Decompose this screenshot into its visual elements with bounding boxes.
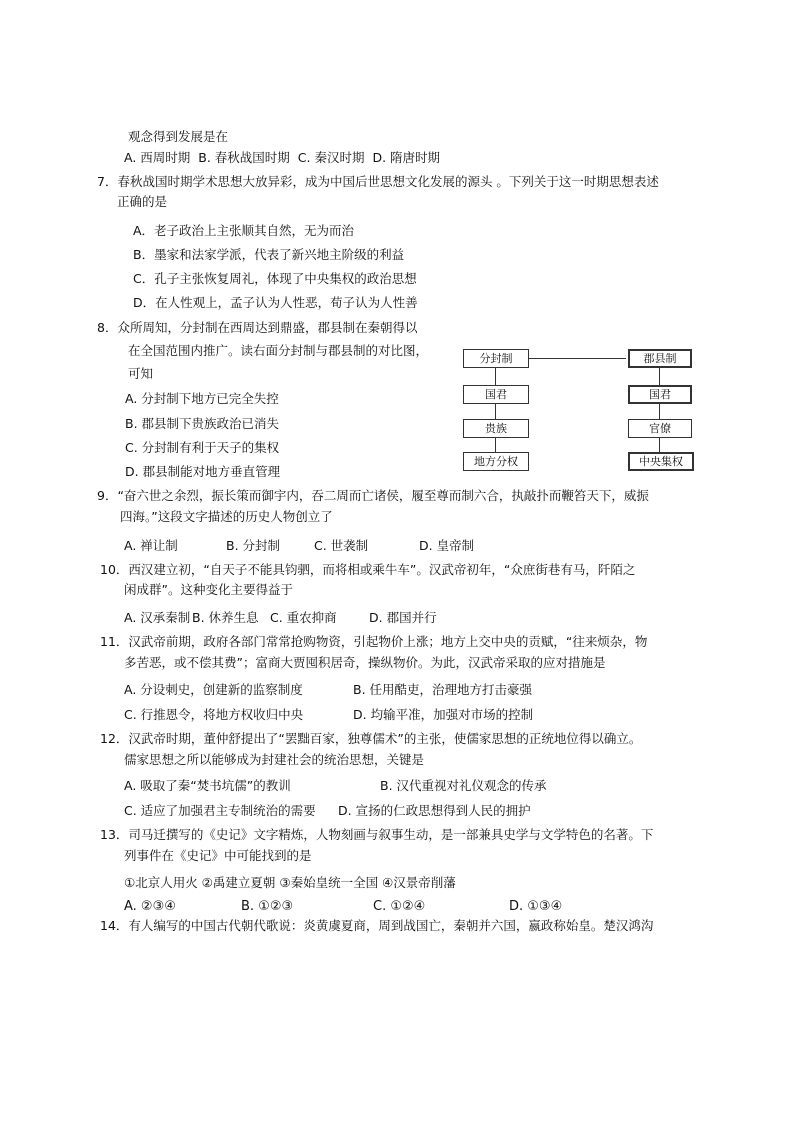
diagram-left-2: 贵族 — [463, 419, 529, 438]
q13-stem-2: 列事件在《史记》中可能找到的是 — [124, 848, 312, 863]
q12-stem-1: 12．汉武帝时期，董仲舒提出了“罢黜百家，独尊儒术”的主张，使儒家思想的正统地位得以确立。 — [100, 731, 642, 746]
q12-option-b: B. 汉代重视对礼仪观念的传承 — [380, 778, 547, 793]
q10-stem-2: 闲成群”。这种变化主要得益于 — [124, 582, 293, 597]
q14-stem-1: 14．有人编写的中国古代朝代歌说：炎黄虞夏商，周到战国亡，秦朝并六国，嬴政称始皇。楚汉鸿沟 — [100, 918, 654, 933]
diagram-right-3: 中央集权 — [628, 452, 694, 471]
diagram-left-1: 国君 — [463, 385, 529, 404]
q8-option-a: A. 分封制下地方已完全失控 — [125, 391, 279, 406]
q10-option-b: B. 休养生息 — [192, 610, 259, 625]
q11-stem-1: 11．汉武帝前期，政府各部门常常抢购物资，引起物价上涨；地方上交中央的贡赋，“往来烦杂，物 — [100, 634, 648, 649]
q12-stem-2: 儒家思想之所以能够成为封建社会的统治思想，关键是 — [124, 752, 425, 767]
q8-option-d: D. 郡县制能对地方垂直管理 — [125, 464, 281, 479]
q13-stem-1: 13．司马迁撰写的《史记》文字精炼，人物刻画与叙事生动，是一部兼具史学与文学特色的名著。下 — [100, 827, 654, 842]
diagram-right-0: 郡县制 — [628, 349, 692, 368]
connector — [659, 438, 660, 452]
q9-option-c: C. 世袭制 — [314, 538, 369, 553]
q11-option-c: C. 行推恩令，将地方权收归中央 — [124, 707, 304, 722]
option-c: C. 秦汉时期 — [297, 150, 365, 165]
q13-items: ①北京人用火 ②禹建立夏朝 ③秦始皇统一全国 ④汉景帝削藩 — [124, 875, 456, 890]
q6-stem: 观念得到发展是在 — [128, 129, 229, 144]
q8-option-c: C. 分封制有利于天子的集权 — [125, 440, 280, 455]
q10-option-d: D. 郡国并行 — [369, 610, 437, 625]
q12-option-d: D. 宣扬的仁政思想得到人民的拥护 — [338, 803, 531, 818]
option-a: A. 西周时期 — [124, 150, 191, 165]
option-d: D. 隋唐时期 — [372, 150, 441, 165]
q10-option-a: A. 汉承秦制 — [124, 610, 191, 625]
diagram-left-0: 分封制 — [463, 349, 529, 368]
q13-option-a: A. ②③④ — [124, 899, 176, 914]
q12-option-a: A. 吸取了秦“焚书坑儒”的教训 — [124, 778, 291, 793]
q7-option-c: C．孔子主张恢复周礼，体现了中央集权的政治思想 — [133, 271, 417, 286]
q11-option-a: A. 分设刺史，创建新的监察制度 — [124, 682, 303, 697]
q9-stem-1: 9．“奋六世之余烈，振长策而御宇内，吞二周而亡诸侯，履至尊而制六合，执敲扑而鞭笞天下，威振 — [97, 488, 649, 503]
q8-stem-2: 在全国范围内推广。读右面分封制与郡县制的对比图， — [128, 343, 429, 358]
q7-option-a: A．老子政治上主张顺其自然，无为而治 — [133, 223, 355, 238]
q9-option-a: A. 禅让制 — [124, 538, 178, 553]
diagram-right-2: 官僚 — [628, 419, 692, 438]
connector-top — [528, 358, 626, 359]
q13-option-c: C. ①②④ — [373, 899, 426, 914]
q10-option-c: C. 重农抑商 — [270, 610, 337, 625]
connector — [495, 404, 496, 419]
q7-stem-1: 7．春秋战国时期学术思想大放异彩，成为中国后世思想文化发展的源头 。下列关于这一时期思想表述 — [97, 174, 659, 189]
q10-stem-1: 10．西汉建立初，“自天子不能具钧驷，而将相或乘牛车”。汉武帝初年，“众庶街巷有马，阡陌之 — [100, 562, 636, 577]
connector — [659, 404, 660, 419]
q6-options — [124, 150, 444, 166]
q8-stem-3: 可知 — [128, 366, 154, 381]
q7-option-b: B．墨家和法家学派，代表了新兴地主阶级的利益 — [133, 247, 405, 262]
q11-option-b: B. 任用酷吏，治理地方打击豪强 — [353, 682, 533, 697]
q8-option-b: B. 郡县制下贵族政治已消失 — [125, 416, 280, 431]
connector — [495, 438, 496, 452]
connector — [659, 368, 660, 385]
q11-stem-2: 多苦恶，或不偿其费”；富商大贾囤积居奇，操纵物价。为此，汉武帝采取的应对措施是 — [124, 655, 606, 670]
comparison-diagram — [458, 346, 698, 476]
q13-option-d: D. ①③④ — [509, 899, 563, 914]
q7-option-d: D．在人性观上，孟子认为人性恶，荀子认为人性善 — [133, 295, 418, 310]
diagram-left-3: 地方分权 — [463, 452, 529, 471]
q12-option-c: C. 适应了加强君主专制统治的需要 — [124, 803, 316, 818]
connector — [495, 368, 496, 385]
diagram-right-1: 国君 — [628, 385, 692, 404]
q9-option-d: D. 皇帝制 — [419, 538, 475, 553]
q8-stem-1: 8．众所周知，分封制在西周达到鼎盛，郡县制在秦朝得以 — [97, 320, 418, 335]
q13-option-b: B. ①②③ — [241, 899, 294, 914]
q11-option-d: D. 均输平准，加强对市场的控制 — [353, 707, 534, 722]
q9-option-b: B. 分封制 — [226, 538, 281, 553]
q7-stem-2: 正确的是 — [117, 194, 168, 209]
q9-stem-2: 四海。”这段文字描述的历史人物创立了 — [120, 509, 333, 524]
option-b: B. 春秋战国时期 — [198, 150, 290, 165]
